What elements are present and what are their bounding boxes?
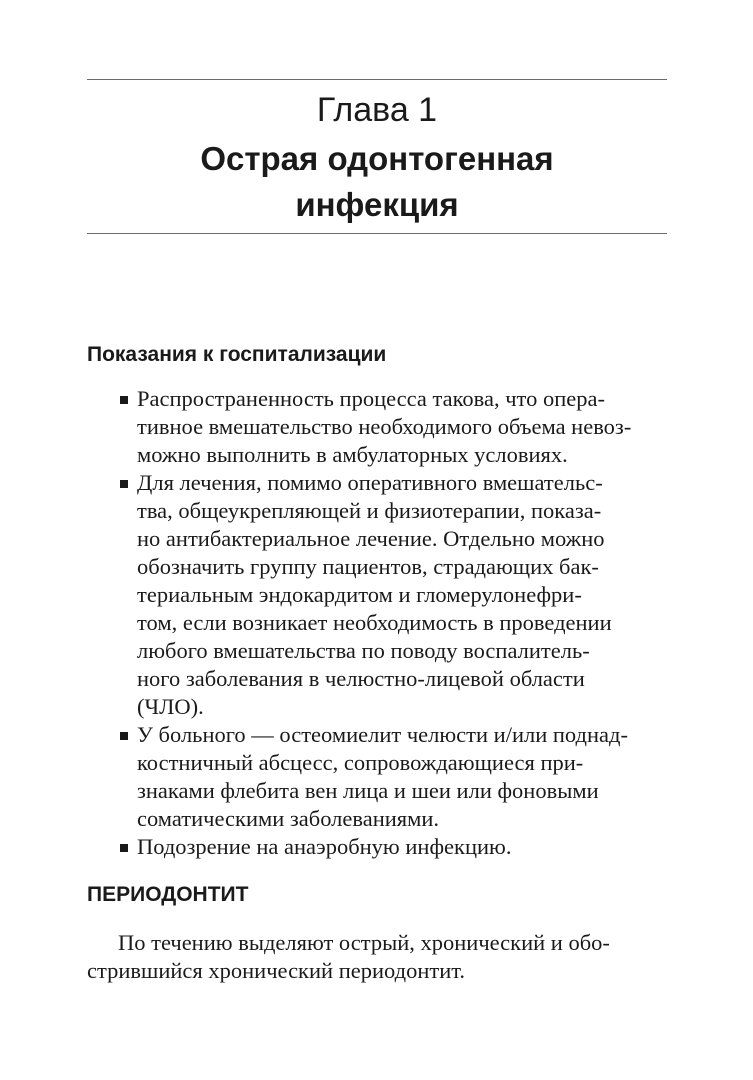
chapter-label: Глава 1 (316, 91, 438, 129)
list-item-line: Распространенность процесса такова, что опера- (137, 386, 605, 411)
list-item-line: тва, общеукрепляющей и физиотерапии, показа- (137, 498, 602, 523)
list-item-line: ного заболевания в челюстно-лицевой области (137, 666, 585, 691)
indications-heading: Показания к госпитализации (87, 343, 387, 366)
list-item-line: териальным эндокардитом и гломерулонефри- (137, 582, 582, 607)
list-item-line: (ЧЛО). (137, 694, 204, 719)
list-item-line: У больного — остеомиелит челюсти и/или поднад- (137, 722, 628, 747)
paragraph-line: По течению выделяют острый, хронический и обо- (118, 930, 610, 955)
bottom-rule (87, 233, 667, 234)
list-item-line: соматическими заболеваниями. (137, 806, 440, 831)
list-item-line: тивное вмешательство необходимого объема невоз- (137, 414, 632, 439)
chapter-title-line-2: инфекция (295, 186, 459, 223)
list-item-line: том, если возникает необходимость в проведении (137, 610, 612, 635)
top-rule (87, 79, 667, 80)
list-item-line: но антибактериальное лечение. Отдельно можно (137, 526, 605, 551)
bullet-icon (120, 844, 128, 852)
list-item-line: любого вмешательства по поводу воспалитель- (137, 638, 590, 663)
bullet-icon (120, 480, 128, 488)
list-item-line: знаками флебита вен лица и шеи или фоновыми (137, 778, 599, 803)
bullet-icon (120, 732, 128, 740)
list-item-line: костничный абсцесс, сопровождающиеся при- (137, 750, 584, 775)
list-item-line: Подозрение на анаэробную инфекцию. (137, 834, 512, 859)
bullet-icon (120, 396, 128, 404)
periodontitis-heading: ПЕРИОДОНТИТ (87, 883, 249, 906)
paragraph-line: стрившийся хронический периодонтит. (87, 958, 465, 983)
chapter-title (87, 136, 667, 228)
list-item-line: Для лечения, помимо оперативного вмешательс- (137, 470, 603, 495)
list-item-line: можно выполнить в амбулаторных условиях. (137, 442, 568, 467)
list-item-line: обозначить группу пациентов, страдающих бак- (137, 554, 599, 579)
chapter-title-line-1: Острая одонтогенная (200, 140, 554, 177)
